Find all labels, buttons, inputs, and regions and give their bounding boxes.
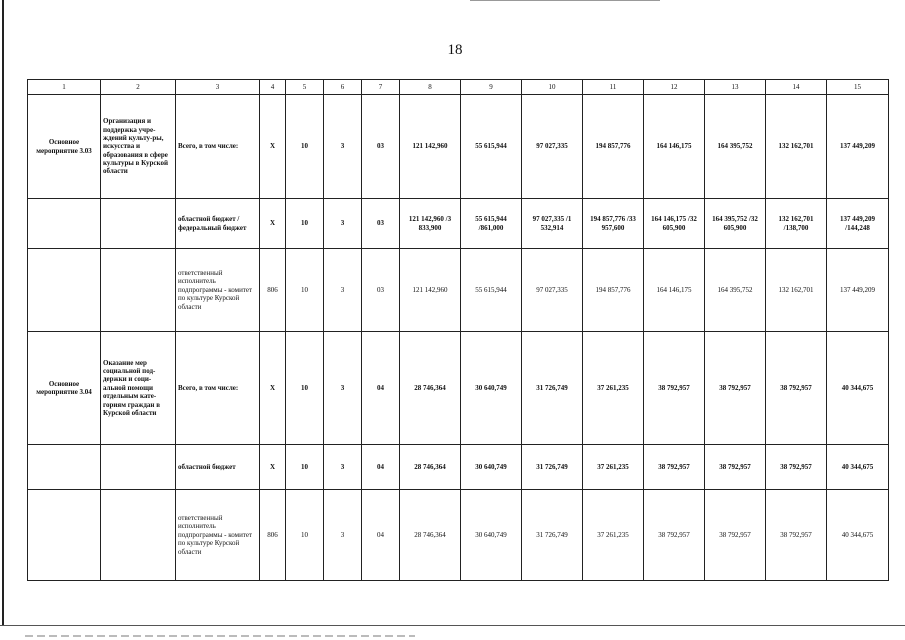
scan-bottom-artifact (25, 635, 415, 637)
code-cell: 806 (260, 249, 286, 332)
code-cell: 03 (362, 95, 400, 199)
measure-label (28, 445, 101, 490)
code-cell: 3 (324, 95, 362, 199)
funding-source: Всего, в том числе: (176, 95, 260, 199)
amount-cell: 97 027,335 (522, 95, 583, 199)
code-cell: 04 (362, 445, 400, 490)
code-cell: 10 (286, 490, 324, 581)
amount-cell: 28 746,364 (400, 445, 461, 490)
amount-cell: 37 261,235 (583, 332, 644, 445)
amount-cell: 55 615,944 (461, 95, 522, 199)
measure-label: Основное мероприятие 3.04 (28, 332, 101, 445)
code-cell: Х (260, 95, 286, 199)
amount-cell: 38 792,957 (766, 445, 827, 490)
measure-name (101, 199, 176, 249)
amount-cell: 38 792,957 (705, 490, 766, 581)
amount-cell: 38 792,957 (644, 490, 705, 581)
amount-cell: 194 857,776 /33 957,600 (583, 199, 644, 249)
measure-name: Организация и поддержка учре-ждений культу-ры, искусства и образования в сфере культуры в Курской области (101, 95, 176, 199)
code-cell: Х (260, 332, 286, 445)
amount-cell: 194 857,776 (583, 249, 644, 332)
column-header: 12 (644, 80, 705, 95)
scan-top-mark (470, 0, 660, 1)
code-cell: 04 (362, 490, 400, 581)
code-cell: 3 (324, 249, 362, 332)
funding-source: ответственный исполнитель подпрограммы - комитет по культуре Курской области (176, 249, 260, 332)
code-cell: Х (260, 445, 286, 490)
amount-cell: 30 640,749 (461, 490, 522, 581)
column-header: 7 (362, 80, 400, 95)
amount-cell: 38 792,957 (705, 332, 766, 445)
funding-source: Всего, в том числе: (176, 332, 260, 445)
amount-cell: 28 746,364 (400, 332, 461, 445)
amount-cell: 164 146,175 /32 605,900 (644, 199, 705, 249)
table-row (28, 199, 889, 249)
amount-cell: 38 792,957 (644, 445, 705, 490)
amount-cell: 121 142,960 (400, 249, 461, 332)
table-row (28, 332, 889, 445)
amount-cell: 132 162,701 (766, 95, 827, 199)
code-cell: 3 (324, 445, 362, 490)
measure-label (28, 199, 101, 249)
column-header: 1 (28, 80, 101, 95)
amount-cell: 164 395,752 (705, 95, 766, 199)
code-cell: 04 (362, 332, 400, 445)
amount-cell: 132 162,701 (766, 249, 827, 332)
amount-cell: 55 615,944 (461, 249, 522, 332)
funding-source: областной бюджет /федеральный бюджет (176, 199, 260, 249)
amount-cell: 121 142,960 /3 833,900 (400, 199, 461, 249)
amount-cell: 40 344,675 (827, 490, 889, 581)
measure-name (101, 249, 176, 332)
page-number: 18 (447, 42, 463, 58)
column-header: 2 (101, 80, 176, 95)
measure-label (28, 249, 101, 332)
amount-cell: 38 792,957 (766, 332, 827, 445)
amount-cell: 97 027,335 (522, 249, 583, 332)
funding-source: ответственный исполнитель подпрограммы - комитет по культуре Курской области (176, 490, 260, 581)
code-cell: 10 (286, 445, 324, 490)
measure-name: Оказание мер социальной под-держки и соци-альной помощи отдельным кате-гориям граждан в Курской области (101, 332, 176, 445)
code-cell: 03 (362, 199, 400, 249)
amount-cell: 30 640,749 (461, 445, 522, 490)
measure-name (101, 445, 176, 490)
amount-cell: 164 146,175 (644, 249, 705, 332)
amount-cell: 137 449,209 /144,248 (827, 199, 889, 249)
amount-cell: 37 261,235 (583, 445, 644, 490)
amount-cell: 137 449,209 (827, 95, 889, 199)
amount-cell: 137 449,209 (827, 249, 889, 332)
code-cell: Х (260, 199, 286, 249)
column-number-row (28, 80, 889, 95)
code-cell: 03 (362, 249, 400, 332)
amount-cell: 164 395,752 (705, 249, 766, 332)
column-header: 14 (766, 80, 827, 95)
column-header: 9 (461, 80, 522, 95)
amount-cell: 194 857,776 (583, 95, 644, 199)
measure-label: Основное мероприятие 3.03 (28, 95, 101, 199)
amount-cell: 40 344,675 (827, 332, 889, 445)
table-row (28, 95, 889, 199)
amount-cell: 164 395,752 /32 605,900 (705, 199, 766, 249)
page-left-border (2, 0, 4, 625)
table-row (28, 249, 889, 332)
column-header: 13 (705, 80, 766, 95)
amount-cell: 40 344,675 (827, 445, 889, 490)
amount-cell: 132 162,701 /138,700 (766, 199, 827, 249)
amount-cell: 30 640,749 (461, 332, 522, 445)
column-header: 15 (827, 80, 889, 95)
funding-source: областной бюджет (176, 445, 260, 490)
code-cell: 3 (324, 490, 362, 581)
amount-cell: 31 726,749 (522, 332, 583, 445)
amount-cell: 55 615,944 /861,000 (461, 199, 522, 249)
column-header: 11 (583, 80, 644, 95)
amount-cell: 31 726,749 (522, 445, 583, 490)
code-cell: 10 (286, 249, 324, 332)
amount-cell: 164 146,175 (644, 95, 705, 199)
table-row (28, 490, 889, 581)
code-cell: 3 (324, 332, 362, 445)
code-cell: 10 (286, 199, 324, 249)
column-header: 8 (400, 80, 461, 95)
column-header: 5 (286, 80, 324, 95)
amount-cell: 31 726,749 (522, 490, 583, 581)
amount-cell: 97 027,335 /1 532,914 (522, 199, 583, 249)
amount-cell: 38 792,957 (644, 332, 705, 445)
code-cell: 806 (260, 490, 286, 581)
column-header: 10 (522, 80, 583, 95)
amount-cell: 37 261,235 (583, 490, 644, 581)
amount-cell: 121 142,960 (400, 95, 461, 199)
amount-cell: 38 792,957 (766, 490, 827, 581)
column-header: 6 (324, 80, 362, 95)
measure-name (101, 490, 176, 581)
amount-cell: 38 792,957 (705, 445, 766, 490)
code-cell: 10 (286, 332, 324, 445)
code-cell: 10 (286, 95, 324, 199)
program-funding-table (27, 79, 889, 581)
code-cell: 3 (324, 199, 362, 249)
table-row (28, 445, 889, 490)
column-header: 3 (176, 80, 260, 95)
amount-cell: 28 746,364 (400, 490, 461, 581)
column-header: 4 (260, 80, 286, 95)
page-bottom-border (0, 625, 905, 626)
measure-label (28, 490, 101, 581)
